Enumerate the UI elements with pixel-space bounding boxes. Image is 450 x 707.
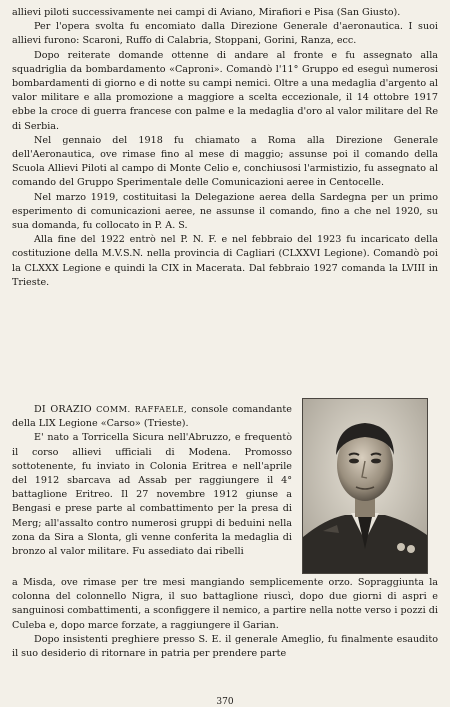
paragraph: Dopo reiterate domande ottenne di andare al fronte e fu assegnato alla squadriglia da bombardamento «Caproni». Comandò l'11° Gruppo ed eseguì numerosi bombardamenti di giorno e di notte su campi nemici. Oltre a una medaglia d'argento al valor militare e alla promozione a maggiore a scelta eccezionale, il 14 ottobre 1917 ebbe la croce di guerra francese con palme e la medaglia d'oro al valor militare del Re di Serbia. — [12, 49, 438, 132]
portrait-illustration — [303, 399, 427, 573]
biography-column — [12, 402, 292, 559]
rank-abbreviation: COMM. — [96, 404, 131, 414]
paragraph: Nel gennaio del 1918 fu chiamato a Roma alla Direzione Generale dell'Aeronautica, ove rimase fino al mese di maggio; assunse poi il comando della Scuola Allievi Piloti al campo di Monte Celio e, conchiusosi l'armistizio, fu assegnato al comando del Gruppo Sperimentale delle Comunicazioni aeree in Centocelle. — [12, 134, 438, 189]
paragraph: Nel marzo 1919, costituitasi la Delegazione aerea della Sardegna per un primo esperimento di comunicazioni aeree, ne assunse il comando, fino a che nel 1920, su sua domanda, fu collocato in P. A. S. — [12, 191, 438, 232]
paragraph: allievi piloti successivamente nei campi di Aviano, Mirafiori e Pisa (San Giusto). — [12, 7, 401, 18]
paragraph: Per l'opera svolta fu encomiato dalla Direzione Generale d'aeronautica. I suoi allievi furono: Scaroni, Ruffo di Calabria, Stoppani, Gorini, Ranza, ecc. — [12, 21, 438, 47]
heading-rest: console comandante della LIX Legione «Carso» (Trieste). — [12, 404, 292, 430]
portrait-photo — [302, 398, 428, 574]
paragraph: Alla fine del 1922 entrò nel P. N. F. e nel febbraio del 1923 fu incaricato della costituzione della M.V.S.N. nella provincia di Cagliari (CLXXVI Legione). Comandò poi la CLXXX Legione e quindi la CIX in Macerata. Dal febbraio 1927 comanda la LVIII in Trieste. — [12, 234, 438, 288]
biography-heading — [12, 402, 292, 431]
paragraph: Dopo insistenti preghiere presso S. E. il generale Ameglio, fu finalmente esaudito il suo desiderio di ritornare in patria per prendere parte — [12, 633, 438, 660]
biography-continuation — [12, 576, 438, 661]
paragraph: E' nato a Torricella Sicura nell'Abruzzo, e frequentò il corso allievi ufficiali di Modena. Promosso sottotenente, fu inviato in Colonia Eritrea e nell'aprile del 1912 sbarcava ad Assab per raggiungere il 4° battaglione Eritreo. Il 27 novembre 1912 giunse a Bengasi e prese parte al combattimento per la presa di Merg; all'assalto contro numerosi gruppi di beduini nella zona da Sira a Slonta, gli venne conferita la medaglia di bronzo al valor militare. Fu assediato dai ribelli — [12, 432, 292, 558]
person-first-name: RAFFAELE, — [134, 404, 187, 414]
page-number: 370 — [216, 697, 234, 707]
paragraph: a Misda, ove rimase per tre mesi mangiando semplicemente orzo. Sopraggiunta la colonna del colonnello Nigra, il suo battaglione riuscì, dopo due giorni di aspri e sanguinosi combattimenti, a sconfiggere il nemico, a partire nella notte verso i pozzi di Culeba e, dopo marce forzate, a raggiungere il Garian. — [12, 577, 438, 631]
person-surname: DI ORAZIO — [34, 404, 92, 415]
top-text-block — [12, 6, 438, 290]
